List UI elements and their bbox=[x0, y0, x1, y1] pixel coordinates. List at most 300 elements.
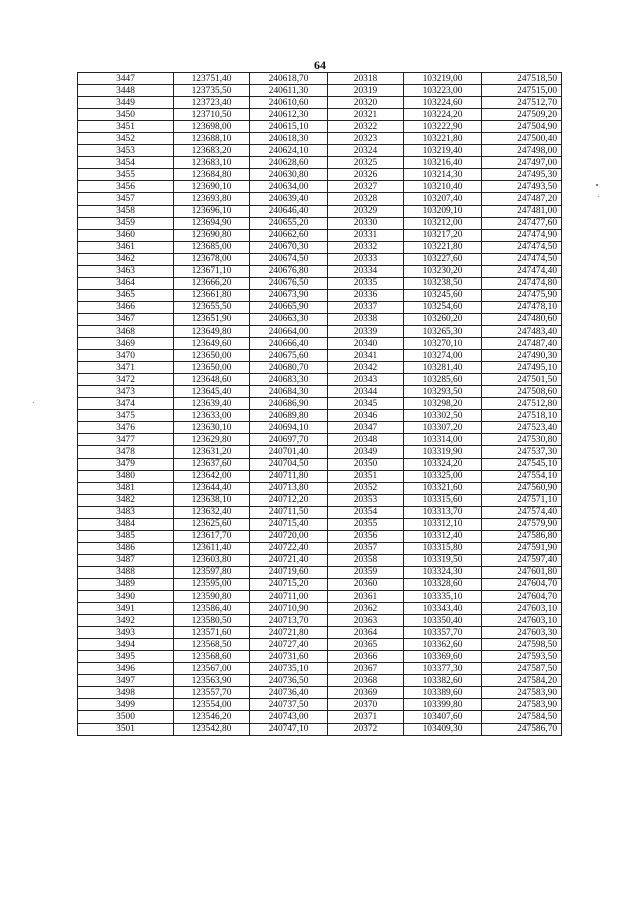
x-coordinate-right: 103357,70 bbox=[404, 627, 482, 639]
table-row bbox=[78, 277, 562, 289]
y-coordinate-right: 247474,50 bbox=[482, 253, 562, 265]
y-coordinate-left: 240683,30 bbox=[250, 374, 328, 386]
x-coordinate-right: 103217,20 bbox=[404, 229, 482, 241]
x-coordinate-right: 103298,20 bbox=[404, 398, 482, 410]
point-number-left: 3490 bbox=[78, 591, 174, 603]
table-row bbox=[78, 301, 562, 313]
y-coordinate-left: 240704,50 bbox=[250, 458, 328, 470]
x-coordinate-right: 103319,90 bbox=[404, 446, 482, 458]
x-coordinate-left: 123586,40 bbox=[174, 603, 250, 615]
x-coordinate-left: 123645,40 bbox=[174, 386, 250, 398]
y-coordinate-left: 240639,40 bbox=[250, 193, 328, 205]
table-row bbox=[78, 181, 562, 193]
point-number-left: 3485 bbox=[78, 530, 174, 542]
y-coordinate-left: 240611,30 bbox=[250, 85, 328, 97]
y-coordinate-left: 240628,60 bbox=[250, 157, 328, 169]
y-coordinate-left: 240715,20 bbox=[250, 578, 328, 590]
x-coordinate-left: 123723,40 bbox=[174, 97, 250, 109]
table-row bbox=[78, 482, 562, 494]
y-coordinate-right: 247554,10 bbox=[482, 470, 562, 482]
x-coordinate-left: 123567,00 bbox=[174, 663, 250, 675]
point-number-left: 3501 bbox=[78, 723, 174, 735]
x-coordinate-left: 123633,00 bbox=[174, 410, 250, 422]
x-coordinate-left: 123649,80 bbox=[174, 325, 250, 337]
x-coordinate-left: 123685,00 bbox=[174, 241, 250, 253]
table-row bbox=[78, 217, 562, 229]
y-coordinate-left: 240676,80 bbox=[250, 265, 328, 277]
point-number-right: 20366 bbox=[328, 651, 404, 663]
x-coordinate-left: 123595,00 bbox=[174, 578, 250, 590]
table-row bbox=[78, 97, 562, 109]
point-number-left: 3500 bbox=[78, 711, 174, 723]
point-number-right: 20349 bbox=[328, 446, 404, 458]
y-coordinate-right: 247601,80 bbox=[482, 566, 562, 578]
x-coordinate-right: 103222,90 bbox=[404, 121, 482, 133]
point-number-right: 20372 bbox=[328, 723, 404, 735]
x-coordinate-right: 103219,00 bbox=[404, 73, 482, 85]
y-coordinate-left: 240674,50 bbox=[250, 253, 328, 265]
point-number-right: 20334 bbox=[328, 265, 404, 277]
point-number-right: 20351 bbox=[328, 470, 404, 482]
y-coordinate-left: 240684,30 bbox=[250, 386, 328, 398]
x-coordinate-right: 103274,00 bbox=[404, 350, 482, 362]
y-coordinate-right: 247571,10 bbox=[482, 494, 562, 506]
table-row bbox=[78, 133, 562, 145]
point-number-left: 3476 bbox=[78, 422, 174, 434]
y-coordinate-left: 240618,70 bbox=[250, 73, 328, 85]
point-number-left: 3450 bbox=[78, 109, 174, 121]
coordinates-table-body bbox=[78, 73, 562, 736]
y-coordinate-right: 247597,40 bbox=[482, 554, 562, 566]
point-number-left: 3447 bbox=[78, 73, 174, 85]
x-coordinate-left: 123630,10 bbox=[174, 422, 250, 434]
x-coordinate-right: 103407,60 bbox=[404, 711, 482, 723]
table-row bbox=[78, 85, 562, 97]
x-coordinate-right: 103221,80 bbox=[404, 241, 482, 253]
point-number-left: 3457 bbox=[78, 193, 174, 205]
y-coordinate-right: 247487,20 bbox=[482, 193, 562, 205]
point-number-right: 20338 bbox=[328, 313, 404, 325]
x-coordinate-right: 103227,60 bbox=[404, 253, 482, 265]
point-number-right: 20360 bbox=[328, 578, 404, 590]
x-coordinate-left: 123661,80 bbox=[174, 289, 250, 301]
y-coordinate-left: 240722,40 bbox=[250, 542, 328, 554]
point-number-right: 20336 bbox=[328, 289, 404, 301]
y-coordinate-left: 240736,40 bbox=[250, 687, 328, 699]
x-coordinate-left: 123631,20 bbox=[174, 446, 250, 458]
x-coordinate-right: 103319,50 bbox=[404, 554, 482, 566]
x-coordinate-right: 103270,10 bbox=[404, 338, 482, 350]
x-coordinate-right: 103210,40 bbox=[404, 181, 482, 193]
point-number-right: 20328 bbox=[328, 193, 404, 205]
x-coordinate-right: 103212,00 bbox=[404, 217, 482, 229]
table-row bbox=[78, 687, 562, 699]
x-coordinate-left: 123542,80 bbox=[174, 723, 250, 735]
point-number-left: 3452 bbox=[78, 133, 174, 145]
x-coordinate-left: 123642,00 bbox=[174, 470, 250, 482]
table-row bbox=[78, 566, 562, 578]
x-coordinate-right: 103399,80 bbox=[404, 699, 482, 711]
y-coordinate-right: 247537,30 bbox=[482, 446, 562, 458]
y-coordinate-left: 240680,70 bbox=[250, 362, 328, 374]
point-number-right: 20342 bbox=[328, 362, 404, 374]
table-row bbox=[78, 446, 562, 458]
x-coordinate-left: 123684,80 bbox=[174, 169, 250, 181]
x-coordinate-right: 103335,10 bbox=[404, 591, 482, 603]
x-coordinate-left: 123603,80 bbox=[174, 554, 250, 566]
y-coordinate-left: 240634,00 bbox=[250, 181, 328, 193]
y-coordinate-right: 247530,80 bbox=[482, 434, 562, 446]
x-coordinate-left: 123571,60 bbox=[174, 627, 250, 639]
x-coordinate-left: 123554,00 bbox=[174, 699, 250, 711]
y-coordinate-left: 240673,90 bbox=[250, 289, 328, 301]
point-number-left: 3474 bbox=[78, 398, 174, 410]
table-row bbox=[78, 145, 562, 157]
x-coordinate-right: 103389,60 bbox=[404, 687, 482, 699]
y-coordinate-right: 247523,40 bbox=[482, 422, 562, 434]
y-coordinate-right: 247604,70 bbox=[482, 578, 562, 590]
y-coordinate-right: 247583,90 bbox=[482, 687, 562, 699]
table-row bbox=[78, 711, 562, 723]
x-coordinate-left: 123651,90 bbox=[174, 313, 250, 325]
point-number-right: 20345 bbox=[328, 398, 404, 410]
y-coordinate-right: 247515,00 bbox=[482, 85, 562, 97]
table-row bbox=[78, 169, 562, 181]
point-number-right: 20356 bbox=[328, 530, 404, 542]
y-coordinate-left: 240737,50 bbox=[250, 699, 328, 711]
point-number-right: 20323 bbox=[328, 133, 404, 145]
y-coordinate-right: 247579,90 bbox=[482, 518, 562, 530]
point-number-right: 20352 bbox=[328, 482, 404, 494]
y-coordinate-left: 240676,50 bbox=[250, 277, 328, 289]
table-row bbox=[78, 157, 562, 169]
table-row bbox=[78, 121, 562, 133]
x-coordinate-right: 103328,60 bbox=[404, 578, 482, 590]
point-number-right: 20337 bbox=[328, 301, 404, 313]
y-coordinate-right: 247495,10 bbox=[482, 362, 562, 374]
y-coordinate-right: 247603,30 bbox=[482, 627, 562, 639]
y-coordinate-right: 247474,40 bbox=[482, 265, 562, 277]
y-coordinate-left: 240646,40 bbox=[250, 205, 328, 217]
y-coordinate-right: 247493,50 bbox=[482, 181, 562, 193]
x-coordinate-left: 123666,20 bbox=[174, 277, 250, 289]
x-coordinate-left: 123671,10 bbox=[174, 265, 250, 277]
x-coordinate-left: 123590,80 bbox=[174, 591, 250, 603]
table-row bbox=[78, 434, 562, 446]
x-coordinate-right: 103207,40 bbox=[404, 193, 482, 205]
x-coordinate-left: 123751,40 bbox=[174, 73, 250, 85]
page-number: 64 bbox=[314, 58, 326, 72]
point-number-right: 20363 bbox=[328, 615, 404, 627]
x-coordinate-left: 123632,40 bbox=[174, 506, 250, 518]
x-coordinate-right: 103409,30 bbox=[404, 723, 482, 735]
x-coordinate-left: 123580,50 bbox=[174, 615, 250, 627]
point-number-left: 3460 bbox=[78, 229, 174, 241]
point-number-right: 20322 bbox=[328, 121, 404, 133]
table-row bbox=[78, 229, 562, 241]
x-coordinate-right: 103221,80 bbox=[404, 133, 482, 145]
x-coordinate-left: 123650,00 bbox=[174, 362, 250, 374]
point-number-right: 20331 bbox=[328, 229, 404, 241]
point-number-right: 20354 bbox=[328, 506, 404, 518]
point-number-left: 3462 bbox=[78, 253, 174, 265]
x-coordinate-left: 123655,50 bbox=[174, 301, 250, 313]
point-number-right: 20346 bbox=[328, 410, 404, 422]
point-number-left: 3487 bbox=[78, 554, 174, 566]
x-coordinate-right: 103377,30 bbox=[404, 663, 482, 675]
y-coordinate-right: 247504,90 bbox=[482, 121, 562, 133]
y-coordinate-right: 247512,80 bbox=[482, 398, 562, 410]
table-row bbox=[78, 470, 562, 482]
y-coordinate-left: 240630,80 bbox=[250, 169, 328, 181]
y-coordinate-left: 240713,80 bbox=[250, 482, 328, 494]
x-coordinate-left: 123649,60 bbox=[174, 338, 250, 350]
y-coordinate-left: 240721,40 bbox=[250, 554, 328, 566]
x-coordinate-right: 103209,10 bbox=[404, 205, 482, 217]
y-coordinate-right: 247593,50 bbox=[482, 651, 562, 663]
y-coordinate-right: 247481,00 bbox=[482, 205, 562, 217]
y-coordinate-right: 247477,60 bbox=[482, 217, 562, 229]
y-coordinate-right: 247474,90 bbox=[482, 229, 562, 241]
x-coordinate-right: 103307,20 bbox=[404, 422, 482, 434]
y-coordinate-right: 247497,00 bbox=[482, 157, 562, 169]
y-coordinate-right: 247598,50 bbox=[482, 639, 562, 651]
point-number-left: 3461 bbox=[78, 241, 174, 253]
y-coordinate-right: 247586,70 bbox=[482, 723, 562, 735]
x-coordinate-left: 123696,10 bbox=[174, 205, 250, 217]
point-number-left: 3456 bbox=[78, 181, 174, 193]
point-number-left: 3455 bbox=[78, 169, 174, 181]
x-coordinate-right: 103281,40 bbox=[404, 362, 482, 374]
table-row bbox=[78, 73, 562, 85]
table-row bbox=[78, 338, 562, 350]
y-coordinate-left: 240694,10 bbox=[250, 422, 328, 434]
table-row bbox=[78, 289, 562, 301]
y-coordinate-left: 240711,80 bbox=[250, 470, 328, 482]
point-number-right: 20370 bbox=[328, 699, 404, 711]
table-row bbox=[78, 554, 562, 566]
x-coordinate-left: 123625,60 bbox=[174, 518, 250, 530]
x-coordinate-left: 123698,00 bbox=[174, 121, 250, 133]
point-number-left: 3486 bbox=[78, 542, 174, 554]
x-coordinate-right: 103314,00 bbox=[404, 434, 482, 446]
y-coordinate-left: 240624,10 bbox=[250, 145, 328, 157]
y-coordinate-right: 247475,90 bbox=[482, 289, 562, 301]
x-coordinate-right: 103214,30 bbox=[404, 169, 482, 181]
y-coordinate-left: 240721,80 bbox=[250, 627, 328, 639]
x-coordinate-right: 103230,20 bbox=[404, 265, 482, 277]
x-coordinate-left: 123568,60 bbox=[174, 651, 250, 663]
point-number-left: 3451 bbox=[78, 121, 174, 133]
y-coordinate-left: 240655,20 bbox=[250, 217, 328, 229]
y-coordinate-right: 247518,10 bbox=[482, 410, 562, 422]
point-number-right: 20329 bbox=[328, 205, 404, 217]
y-coordinate-left: 240665,90 bbox=[250, 301, 328, 313]
x-coordinate-left: 123638,10 bbox=[174, 494, 250, 506]
x-coordinate-left: 123611,40 bbox=[174, 542, 250, 554]
y-coordinate-left: 240662,60 bbox=[250, 229, 328, 241]
table-row bbox=[78, 530, 562, 542]
point-number-right: 20368 bbox=[328, 675, 404, 687]
point-number-left: 3499 bbox=[78, 699, 174, 711]
y-coordinate-left: 240612,30 bbox=[250, 109, 328, 121]
table-row bbox=[78, 506, 562, 518]
point-number-left: 3477 bbox=[78, 434, 174, 446]
point-number-left: 3448 bbox=[78, 85, 174, 97]
x-coordinate-right: 103315,60 bbox=[404, 494, 482, 506]
y-coordinate-left: 240710,90 bbox=[250, 603, 328, 615]
point-number-left: 3492 bbox=[78, 615, 174, 627]
y-coordinate-right: 247583,90 bbox=[482, 699, 562, 711]
table-row bbox=[78, 578, 562, 590]
y-coordinate-right: 247512,70 bbox=[482, 97, 562, 109]
table-row bbox=[78, 615, 562, 627]
y-coordinate-left: 240727,40 bbox=[250, 639, 328, 651]
x-coordinate-left: 123568,50 bbox=[174, 639, 250, 651]
table-row bbox=[78, 542, 562, 554]
point-number-left: 3481 bbox=[78, 482, 174, 494]
y-coordinate-right: 247509,20 bbox=[482, 109, 562, 121]
point-number-left: 3464 bbox=[78, 277, 174, 289]
x-coordinate-left: 123650,00 bbox=[174, 350, 250, 362]
y-coordinate-right: 247498,00 bbox=[482, 145, 562, 157]
table-row bbox=[78, 410, 562, 422]
table-row bbox=[78, 313, 562, 325]
x-coordinate-right: 103265,30 bbox=[404, 325, 482, 337]
x-coordinate-left: 123678,00 bbox=[174, 253, 250, 265]
point-number-left: 3491 bbox=[78, 603, 174, 615]
point-number-left: 3467 bbox=[78, 313, 174, 325]
x-coordinate-left: 123637,60 bbox=[174, 458, 250, 470]
point-number-left: 3473 bbox=[78, 386, 174, 398]
table-row bbox=[78, 494, 562, 506]
y-coordinate-left: 240664,00 bbox=[250, 325, 328, 337]
x-coordinate-left: 123629,80 bbox=[174, 434, 250, 446]
table-row bbox=[78, 422, 562, 434]
point-number-left: 3495 bbox=[78, 651, 174, 663]
y-coordinate-left: 240720,00 bbox=[250, 530, 328, 542]
table-row bbox=[78, 627, 562, 639]
point-number-left: 3449 bbox=[78, 97, 174, 109]
point-number-left: 3468 bbox=[78, 325, 174, 337]
x-coordinate-right: 103254,60 bbox=[404, 301, 482, 313]
x-coordinate-right: 103285,60 bbox=[404, 374, 482, 386]
y-coordinate-left: 240736,50 bbox=[250, 675, 328, 687]
point-number-left: 3459 bbox=[78, 217, 174, 229]
x-coordinate-left: 123617,70 bbox=[174, 530, 250, 542]
point-number-left: 3454 bbox=[78, 157, 174, 169]
table-row bbox=[78, 109, 562, 121]
table-row bbox=[78, 651, 562, 663]
scan-speck bbox=[33, 402, 34, 403]
x-coordinate-left: 123639,40 bbox=[174, 398, 250, 410]
point-number-right: 20353 bbox=[328, 494, 404, 506]
table-row bbox=[78, 398, 562, 410]
point-number-right: 20340 bbox=[328, 338, 404, 350]
table-row bbox=[78, 374, 562, 386]
y-coordinate-left: 240701,40 bbox=[250, 446, 328, 458]
point-number-left: 3475 bbox=[78, 410, 174, 422]
point-number-left: 3484 bbox=[78, 518, 174, 530]
x-coordinate-left: 123690,80 bbox=[174, 229, 250, 241]
point-number-right: 20362 bbox=[328, 603, 404, 615]
y-coordinate-right: 247495,30 bbox=[482, 169, 562, 181]
point-number-right: 20326 bbox=[328, 169, 404, 181]
scan-speck bbox=[598, 196, 599, 197]
y-coordinate-right: 247474,50 bbox=[482, 241, 562, 253]
x-coordinate-left: 123688,10 bbox=[174, 133, 250, 145]
y-coordinate-right: 247480,60 bbox=[482, 313, 562, 325]
x-coordinate-left: 123563,90 bbox=[174, 675, 250, 687]
y-coordinate-right: 247474,80 bbox=[482, 277, 562, 289]
y-coordinate-right: 247584,50 bbox=[482, 711, 562, 723]
x-coordinate-right: 103245,60 bbox=[404, 289, 482, 301]
x-coordinate-right: 103350,40 bbox=[404, 615, 482, 627]
point-number-right: 20358 bbox=[328, 554, 404, 566]
point-number-left: 3482 bbox=[78, 494, 174, 506]
y-coordinate-right: 247574,40 bbox=[482, 506, 562, 518]
x-coordinate-left: 123648,60 bbox=[174, 374, 250, 386]
point-number-right: 20343 bbox=[328, 374, 404, 386]
x-coordinate-right: 103369,60 bbox=[404, 651, 482, 663]
y-coordinate-right: 247586,80 bbox=[482, 530, 562, 542]
x-coordinate-left: 123557,70 bbox=[174, 687, 250, 699]
point-number-right: 20339 bbox=[328, 325, 404, 337]
point-number-left: 3463 bbox=[78, 265, 174, 277]
point-number-left: 3478 bbox=[78, 446, 174, 458]
y-coordinate-left: 240666,40 bbox=[250, 338, 328, 350]
x-coordinate-left: 123710,50 bbox=[174, 109, 250, 121]
table-row bbox=[78, 699, 562, 711]
point-number-right: 20319 bbox=[328, 85, 404, 97]
y-coordinate-left: 240697,70 bbox=[250, 434, 328, 446]
y-coordinate-left: 240686,90 bbox=[250, 398, 328, 410]
y-coordinate-right: 247587,50 bbox=[482, 663, 562, 675]
y-coordinate-right: 247483,40 bbox=[482, 325, 562, 337]
y-coordinate-left: 240731,60 bbox=[250, 651, 328, 663]
point-number-left: 3483 bbox=[78, 506, 174, 518]
y-coordinate-left: 240610,60 bbox=[250, 97, 328, 109]
table-row bbox=[78, 518, 562, 530]
point-number-right: 20333 bbox=[328, 253, 404, 265]
point-number-right: 20320 bbox=[328, 97, 404, 109]
x-coordinate-right: 103302,50 bbox=[404, 410, 482, 422]
x-coordinate-right: 103224,60 bbox=[404, 97, 482, 109]
x-coordinate-left: 123735,50 bbox=[174, 85, 250, 97]
point-number-right: 20321 bbox=[328, 109, 404, 121]
y-coordinate-right: 247584,20 bbox=[482, 675, 562, 687]
y-coordinate-right: 247591,90 bbox=[482, 542, 562, 554]
table-row bbox=[78, 458, 562, 470]
point-number-right: 20332 bbox=[328, 241, 404, 253]
point-number-right: 20347 bbox=[328, 422, 404, 434]
table-row bbox=[78, 386, 562, 398]
x-coordinate-right: 103223,00 bbox=[404, 85, 482, 97]
x-coordinate-left: 123546,20 bbox=[174, 711, 250, 723]
y-coordinate-left: 240615,10 bbox=[250, 121, 328, 133]
x-coordinate-right: 103260,20 bbox=[404, 313, 482, 325]
y-coordinate-left: 240670,30 bbox=[250, 241, 328, 253]
x-coordinate-right: 103293,50 bbox=[404, 386, 482, 398]
y-coordinate-left: 240689,80 bbox=[250, 410, 328, 422]
table-row bbox=[78, 205, 562, 217]
y-coordinate-left: 240715,40 bbox=[250, 518, 328, 530]
table-row bbox=[78, 350, 562, 362]
y-coordinate-left: 240719,60 bbox=[250, 566, 328, 578]
point-number-right: 20355 bbox=[328, 518, 404, 530]
table-row bbox=[78, 603, 562, 615]
y-coordinate-left: 240618,30 bbox=[250, 133, 328, 145]
